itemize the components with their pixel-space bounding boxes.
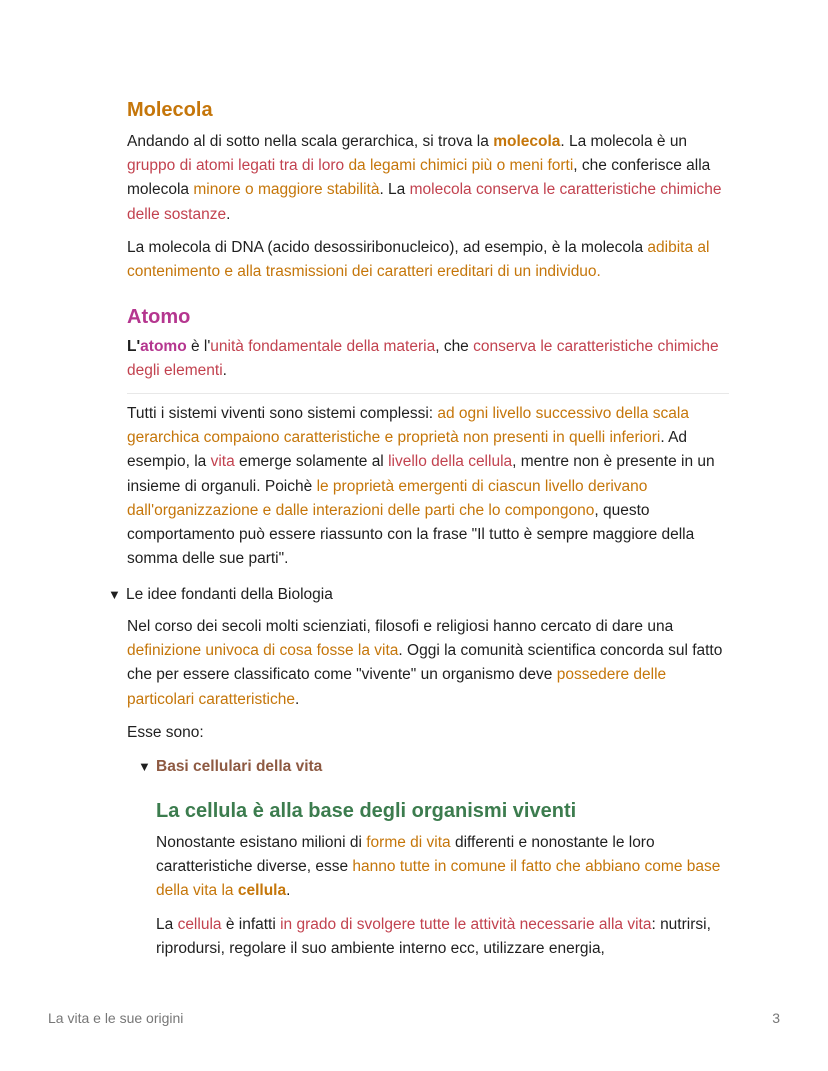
- sistemi-paragraph: [127, 402, 729, 571]
- highlight-gruppo-atomi: gruppo di atomi legati tra di loro: [127, 157, 345, 175]
- text-run: . Oggi la comunità scientifica concorda sul fatto che per essere classificato come "vivente" un organismo deve: [127, 642, 723, 684]
- cellula-heading: La cellula è alla base degli organismi viventi: [156, 800, 577, 822]
- text-run: Andando al di sotto nella scala gerarchica, si trova la: [127, 133, 494, 150]
- highlight-livello-cellula: livello della cellula: [388, 453, 513, 471]
- text-run: è infatti: [221, 915, 281, 933]
- sistemi-section: [127, 402, 729, 571]
- cellula-paragraph-2: [156, 913, 728, 961]
- text-run: , mentre non è presente in un insieme di organuli. Poichè: [127, 453, 715, 495]
- highlight-cellula-bold: cellula: [237, 882, 287, 900]
- molecola-paragraph-2: [127, 236, 729, 284]
- text-run: La: [156, 915, 178, 933]
- footer-page-number: 3: [772, 1010, 780, 1026]
- footer-title: La vita e le sue origini: [48, 1010, 184, 1026]
- highlight-conserva-sostanze: molecola conserva le caratteristiche chimiche delle sostanze: [127, 181, 722, 223]
- text-run: differenti e nonostante le loro caratteristiche diverse, esse: [156, 834, 655, 876]
- toggle-label[interactable]: Le idee fondanti della Biologia: [126, 586, 333, 603]
- highlight-cellula: cellula: [177, 915, 222, 933]
- toggle-triangle-icon[interactable]: ▼: [138, 759, 151, 774]
- toggle-triangle-icon[interactable]: ▼: [108, 587, 121, 602]
- highlight-atomo: atomo: [140, 338, 187, 355]
- text-run: , che conferisce alla molecola: [127, 157, 711, 199]
- text-run: . La: [379, 181, 410, 199]
- highlight-particolari-caratteristiche: possedere delle particolari caratteristiche: [127, 666, 667, 708]
- text-run: Nonostante esistano milioni di: [156, 834, 367, 851]
- molecola-heading: Molecola: [127, 99, 213, 121]
- text-run: L': [127, 338, 141, 355]
- text-run: emerge solamente al: [234, 453, 389, 471]
- highlight-proprieta-emergenti: le proprietà emergenti di ciascun livello derivano dall'organizzazione e dalle interazioni delle parti che lo compongono: [127, 477, 648, 519]
- toggle-idee-fondanti[interactable]: [108, 583, 333, 607]
- text-run: La molecola di DNA (acido desossiribonucleico), ad esempio, è la molecola: [127, 238, 648, 256]
- text-run: Tutti i sistemi viventi sono sistemi complessi:: [127, 405, 438, 422]
- text-run: .: [226, 205, 231, 223]
- text-run: . Ad esempio, la: [127, 429, 688, 471]
- text-run: è l': [186, 338, 211, 355]
- toggle-basi-cellulari[interactable]: [138, 755, 322, 779]
- highlight-conserva-elementi: conserva le caratteristiche chimiche degli elementi: [127, 338, 719, 380]
- atomo-heading: Atomo: [127, 306, 191, 328]
- molecola-paragraph-1: [127, 130, 729, 227]
- highlight-dna-function: adibita al contenimento e alla trasmissioni dei caratteri ereditari di un individuo.: [127, 238, 710, 281]
- text-run: .: [294, 690, 300, 708]
- text-run: .: [222, 362, 227, 380]
- text-run: . La molecola è un: [560, 133, 688, 150]
- text-run: : nutrirsi, riprodursi, regolare il suo ambiente interno ecc, utilizzare energia,: [156, 915, 711, 957]
- section-divider: [127, 393, 729, 394]
- text-run: Nel corso dei secoli molti scienziati, filosofi e religiosi hanno cercato di dare una: [127, 618, 674, 635]
- toggle-label[interactable]: Basi cellulari della vita: [156, 758, 323, 775]
- text-run: , che: [435, 338, 474, 355]
- highlight-vita: vita: [210, 453, 235, 471]
- highlight-forme-di-vita: forme di vita: [366, 834, 451, 851]
- basi-cellulari-content: [156, 797, 728, 961]
- idee-fondanti-content: [127, 615, 729, 745]
- text-run: , questo comportamento può essere riassunto con la frase "Il tutto è sempre maggiore della somma delle sue parti".: [127, 501, 695, 568]
- cellula-paragraph-1: [156, 831, 728, 904]
- text-run: .: [286, 882, 291, 900]
- esse-sono-text: Esse sono:: [127, 723, 204, 741]
- highlight-unita-fondamentale: unità fondamentale della materia: [210, 338, 436, 355]
- molecola-section: [127, 96, 729, 284]
- highlight-livello-successivo: ad ogni livello successivo della scala gerarchica compaiono caratteristiche e proprietà non presenti in quelli inferiori: [127, 405, 689, 447]
- highlight-definizione-univoca: definizione univoca di cosa fosse la vita: [127, 642, 399, 660]
- highlight-molecola: molecola: [493, 133, 561, 150]
- atomo-paragraph: [127, 335, 729, 383]
- highlight-attivita-necessarie: in grado di svolgere tutte le attività necessarie alla vita: [280, 915, 652, 933]
- idee-paragraph-1: [127, 615, 729, 712]
- highlight-legami-chimici: da legami chimici più o meni forti: [348, 157, 574, 175]
- highlight-in-comune: hanno tutte in comune il fatto che abbiano come base della vita la: [156, 858, 721, 900]
- highlight-stabilita: minore o maggiore stabilità: [193, 181, 380, 199]
- atomo-section: [127, 303, 729, 383]
